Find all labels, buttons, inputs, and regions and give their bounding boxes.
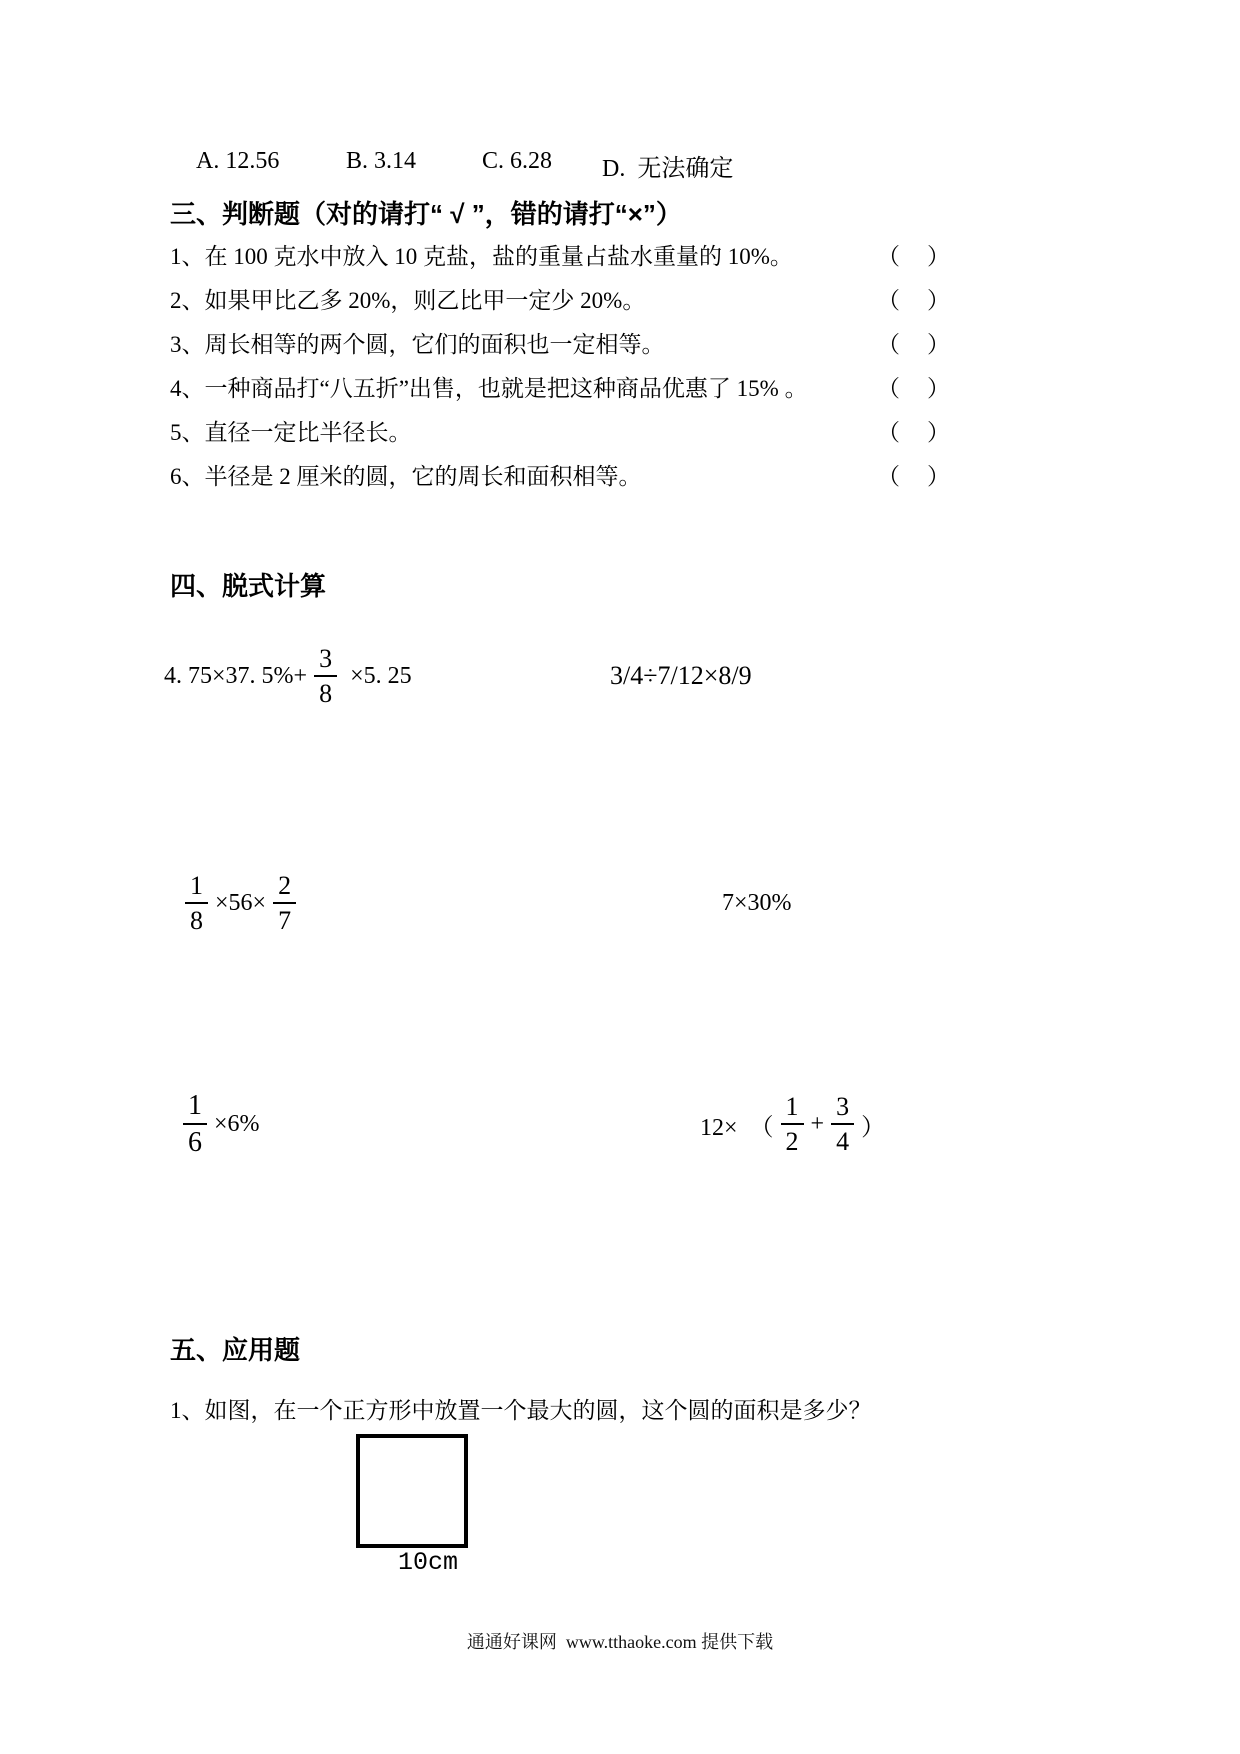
numerator: 3: [831, 1092, 854, 1125]
choice-option-c: C. 6.28: [482, 148, 553, 174]
question-text: 3、周长相等的两个圆，它们的面积也一定相等。: [170, 332, 665, 357]
judgment-question-4: [170, 370, 952, 414]
judgment-question-6: [170, 458, 952, 502]
fraction-3-8: [314, 644, 337, 708]
denominator: 8: [319, 679, 333, 708]
answer-blank: （ ）: [877, 376, 952, 401]
judgment-question-list: [170, 238, 952, 502]
judgment-question-2: [170, 282, 952, 326]
expression-text: +: [810, 1110, 825, 1137]
question-text: 1、在 100 克水中放入 10 克盐，盐的重量占盐水重量的 10%。: [170, 244, 793, 269]
fraction-1-6: [183, 1090, 207, 1159]
denominator: 8: [190, 906, 203, 935]
denominator: 4: [836, 1127, 850, 1156]
expression-text: 12× （: [700, 1114, 774, 1141]
footer-download-note: 通通好课网 www.tthaoke.com 提供下载: [466, 1632, 774, 1652]
numerator: 1: [183, 1090, 207, 1125]
numerator: 1: [781, 1092, 804, 1125]
expression-text: 4. 75×37. 5%+: [164, 662, 308, 689]
square-diagram: [356, 1434, 468, 1548]
expression-text: 3/4÷7/12×8/9: [610, 661, 752, 690]
section-judgment-title: 三、判断题（对的请打“ √ ”，错的请打“×”）: [170, 199, 682, 229]
calc-expression-3: [178, 858, 303, 948]
answer-blank: （ ）: [877, 288, 952, 313]
square-side-label: 10cm: [398, 1548, 459, 1577]
section-application-title: 五、应用题: [170, 1335, 301, 1365]
numerator: 1: [185, 871, 208, 904]
expression-text: ×56×: [215, 889, 267, 916]
question-text: 5、直径一定比半径长。: [170, 420, 412, 445]
answer-blank: （ ）: [877, 332, 952, 357]
denominator: 7: [278, 906, 292, 935]
numerator: 3: [314, 644, 337, 677]
fraction-1-8: [185, 871, 208, 935]
calc-expression-5: [176, 1076, 260, 1172]
fraction-3-4: [831, 1092, 854, 1156]
denominator: 6: [188, 1127, 202, 1158]
answer-blank: （ ）: [877, 420, 952, 445]
question-text: 4、一种商品打“八五折”出售，也就是把这种商品优惠了 15% 。: [170, 376, 808, 401]
choice-option-b: B. 3.14: [346, 148, 417, 174]
judgment-question-3: [170, 326, 952, 370]
application-question-1: 1、如图，在一个正方形中放置一个最大的圆，这个圆的面积是多少？: [170, 1398, 872, 1423]
fraction-2-7: [273, 871, 296, 935]
judgment-question-1: [170, 238, 952, 282]
choice-option-d: D. 无法确定: [602, 156, 734, 182]
question-text: 2、如果甲比乙多 20%，则乙比甲一定少 20%。: [170, 288, 646, 313]
expression-text: ）: [861, 1114, 886, 1141]
expression-text: ×5. 25: [344, 662, 412, 689]
expression-text: ×6%: [214, 1110, 260, 1137]
expression-text: 7×30%: [722, 889, 792, 916]
calc-expression-6: [700, 1076, 885, 1172]
choice-option-a: A. 12.56: [196, 148, 280, 174]
calc-expression-2: [610, 636, 752, 716]
calc-expression-4: [722, 858, 792, 948]
numerator: 2: [273, 871, 296, 904]
judgment-question-5: [170, 414, 952, 458]
answer-blank: （ ）: [877, 464, 952, 489]
calc-expression-1: [164, 636, 412, 716]
section-calculation-title: 四、脱式计算: [170, 571, 327, 601]
denominator: 2: [785, 1127, 799, 1156]
answer-blank: （ ）: [877, 244, 952, 269]
question-text: 6、半径是 2 厘米的圆，它的周长和面积相等。: [170, 464, 642, 489]
fraction-1-2: [781, 1092, 804, 1156]
